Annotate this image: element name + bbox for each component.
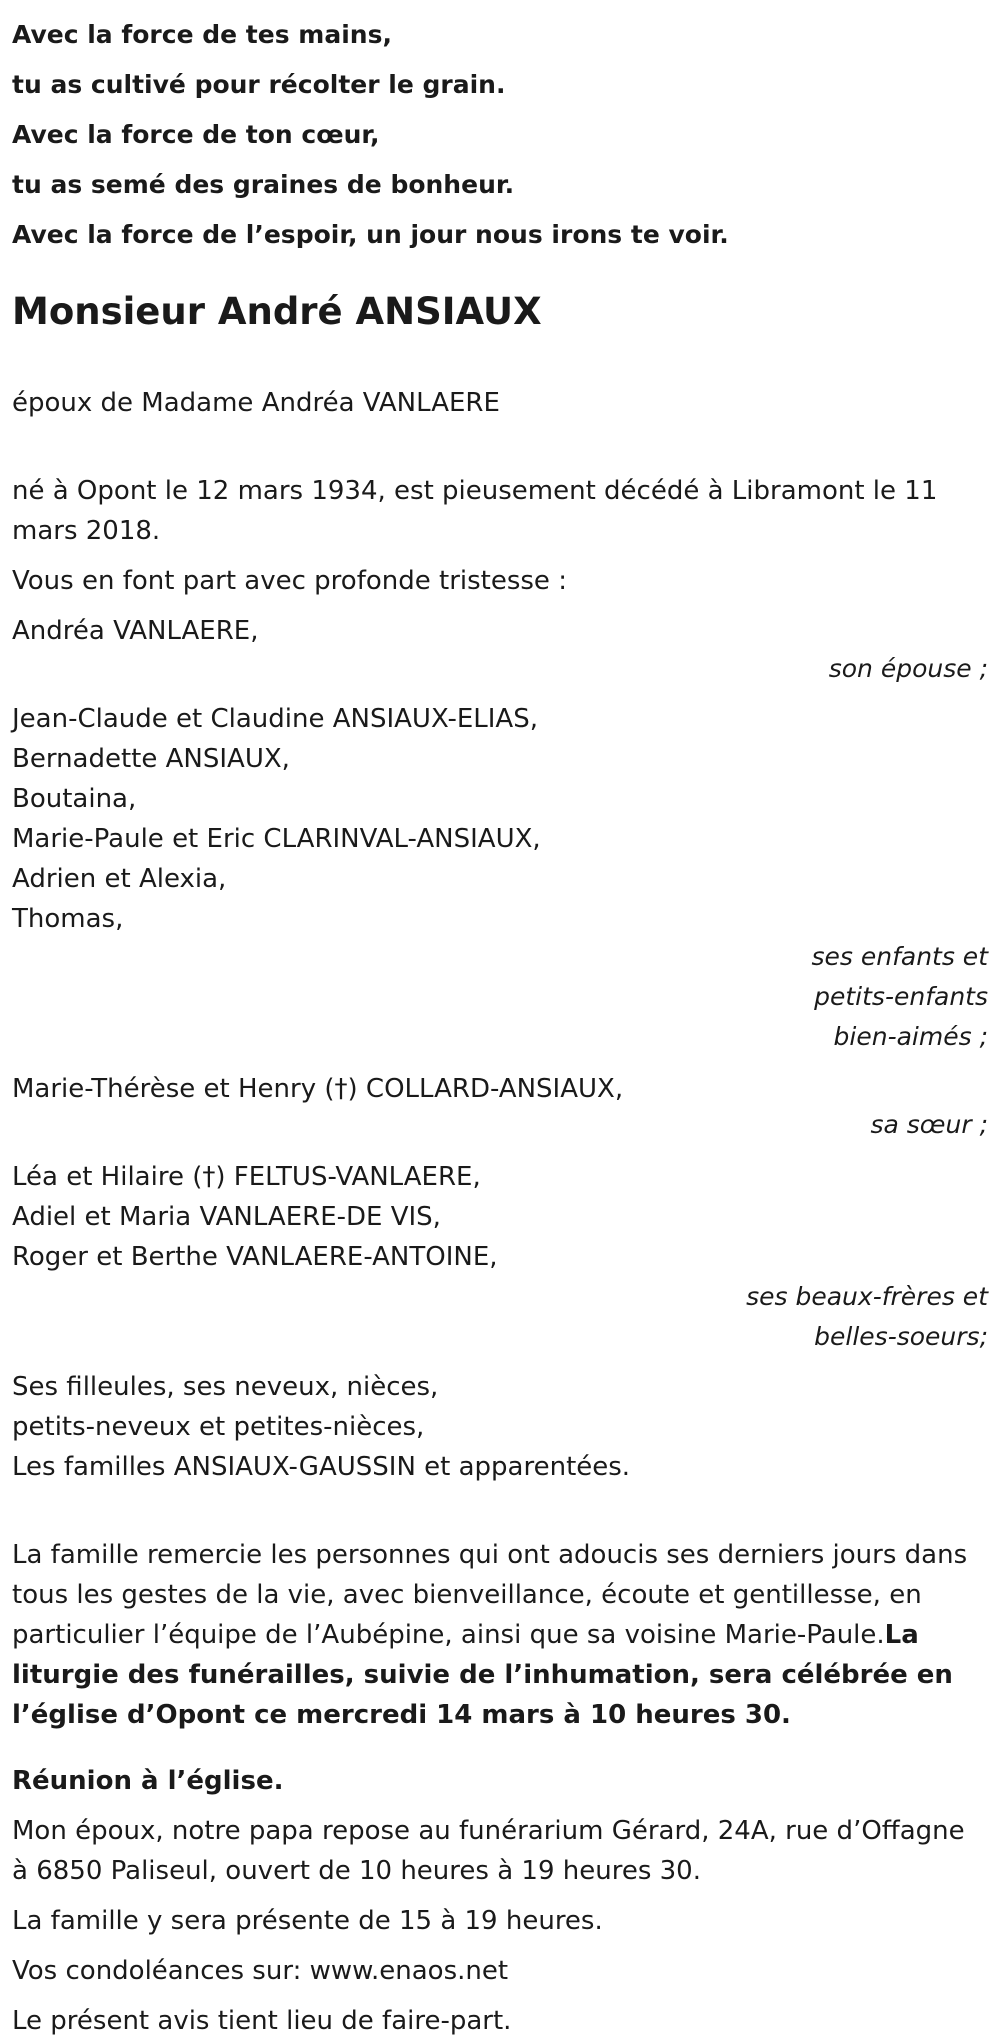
- poem-line: Avec la force de l’espoir, un jour nous irons te voir.: [12, 220, 729, 249]
- family-group-others: [12, 1367, 988, 1487]
- family-group-wife: [12, 611, 988, 689]
- family-name: Jean-Claude et Claudine ANSIAUX-ELIAS,: [12, 704, 538, 734]
- family-name: Marie-Thérèse et Henry (†) COLLARD-ANSIAUX,: [12, 1074, 624, 1104]
- family-name: Ses filleules, ses neveux, nièces,: [12, 1372, 439, 1402]
- presence-line: La famille y sera présente de 15 à 19 heures.: [12, 1906, 603, 1936]
- thanks-paragraph: [12, 1535, 988, 1735]
- family-name: Roger et Berthe VANLAERE-ANTOINE,: [12, 1242, 498, 1272]
- relation-label: ses enfants et petits-enfants bien-aimés ;: [811, 942, 988, 1051]
- family-name: Thomas,: [12, 904, 124, 934]
- family-name: Adrien et Alexia,: [12, 864, 227, 894]
- family-name: Marie-Paule et Eric CLARINVAL-ANSIAUX,: [12, 824, 541, 854]
- birth-death-line: né à Opont le 12 mars 1934, est pieusement décédé à Libramont le 11 mars 2018.: [12, 476, 938, 546]
- relation-label: sa sœur ;: [870, 1110, 988, 1139]
- family-name: Andréa VANLAERE,: [12, 616, 259, 646]
- relation-label: ses beaux-frères et belles-soeurs;: [746, 1282, 988, 1351]
- thanks-text: La famille remercie les personnes qui ont adoucis ses derniers jours dans tous les gestes de la vie, avec bienveillance, écoute et gentillesse, en particulier l’équipe de l’Aubépine, ainsi que sa voisine Marie-Paule.: [12, 1540, 968, 1650]
- notice-line: Le présent avis tient lieu de faire-part.: [12, 2006, 512, 2036]
- deceased-name-title: Monsieur André ANSIAUX: [12, 290, 542, 333]
- family-name: Léa et Hilaire (†) FELTUS-VANLAERE,: [12, 1162, 481, 1192]
- reunion-line: Réunion à l’église.: [12, 1766, 284, 1796]
- family-group-children: [12, 699, 988, 1057]
- funerarium-line: Mon époux, notre papa repose au funérarium Gérard, 24A, rue d’Offagne à 6850 Paliseul, ouvert de 10 heures à 19 heures 30.: [12, 1816, 965, 1886]
- poem-line: Avec la force de tes mains,: [12, 20, 392, 49]
- family-name: Bernadette ANSIAUX,: [12, 744, 290, 774]
- poem: [12, 0, 988, 260]
- announce-line: Vous en font part avec profonde tristesse :: [12, 566, 567, 596]
- family-group-inlaws: [12, 1157, 988, 1357]
- relation-label: son épouse ;: [828, 654, 988, 683]
- spouse-line: époux de Madame Andréa VANLAERE: [12, 388, 500, 418]
- family-name: Boutaina,: [12, 784, 137, 814]
- funeral-info: La liturgie des funérailles, suivie de l’inhumation, sera célébrée en l’église d’Opont ce mercredi 14 mars à 10 heures 30.: [12, 1620, 953, 1730]
- family-name: Les familles ANSIAUX-GAUSSIN et apparentées.: [12, 1452, 631, 1482]
- condolences-line: Vos condoléances sur: www.enaos.net: [12, 1956, 509, 1986]
- family-name: petits-neveux et petites-nièces,: [12, 1412, 425, 1442]
- poem-line: Avec la force de ton cœur,: [12, 120, 380, 149]
- family-name: Adiel et Maria VANLAERE-DE VIS,: [12, 1202, 441, 1232]
- poem-line: tu as semé des graines de bonheur.: [12, 170, 515, 199]
- family-group-sister: [12, 1069, 988, 1145]
- poem-line: tu as cultivé pour récolter le grain.: [12, 70, 506, 99]
